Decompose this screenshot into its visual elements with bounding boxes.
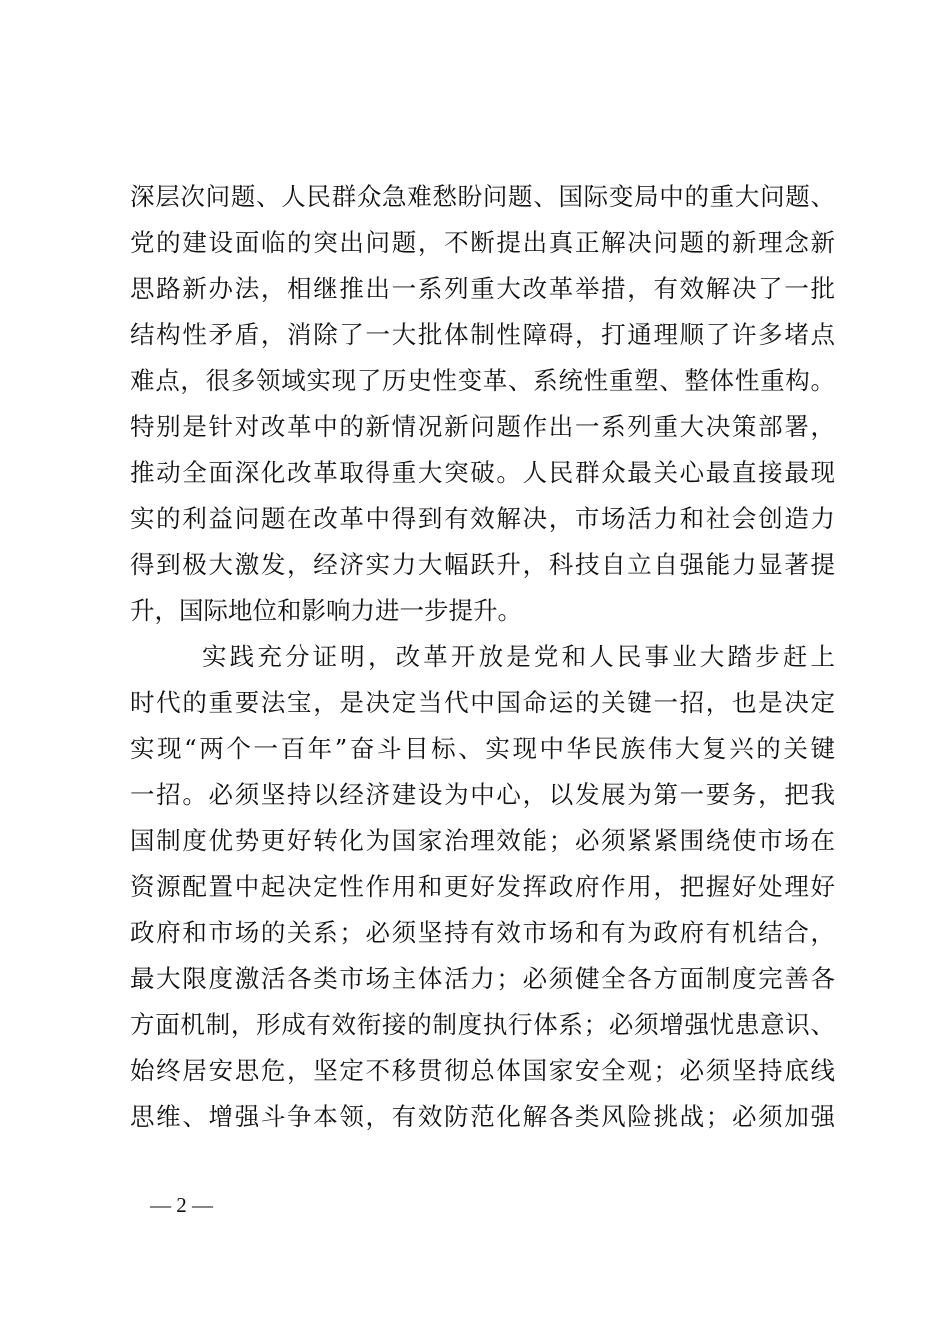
text-line: 政府和市场的关系；必须坚持有效市场和有为政府有机结合， (130, 918, 835, 947)
text-line: 资源配置中起决定性作用和更好发挥政府作用，把握好处理好 (130, 872, 835, 901)
text-line: 特别是针对改革中的新情况新问题作出一系列重大决策部署， (130, 412, 835, 441)
text-line: 深层次问题、人民群众急难愁盼问题、国际变局中的重大问题、 (130, 182, 835, 211)
paragraph-2 (130, 634, 835, 1140)
body-text (130, 174, 835, 1140)
text-line: 难点，很多领域实现了历史性变革、系统性重塑、整体性重构。 (130, 366, 835, 395)
text-line: 升，国际地位和影响力进一步提升。 (130, 596, 522, 625)
text-line: 时代的重要法宝，是决定当代中国命运的关键一招，也是决定 (130, 688, 835, 717)
text-line: 国制度优势更好转化为国家治理效能；必须紧紧围绕使市场在 (130, 826, 835, 855)
text-line: 思维、增强斗争本领，有效防范化解各类风险挑战；必须加强 (130, 1102, 835, 1131)
text-line: 思路新办法，相继推出一系列重大改革举措，有效解决了一批 (130, 274, 835, 303)
page-number: — 2 — (150, 1193, 213, 1217)
text-line: 始终居安思危，坚定不移贯彻总体国家安全观；必须坚持底线 (130, 1056, 835, 1085)
text-line: 最大限度激活各类市场主体活力；必须健全各方面制度完善各 (130, 964, 835, 993)
text-line: 党的建设面临的突出问题，不断提出真正解决问题的新理念新 (130, 228, 835, 257)
text-line: 方面机制，形成有效衔接的制度执行体系；必须增强忧患意识、 (130, 1010, 835, 1039)
text-line: 得到极大激发，经济实力大幅跃升，科技自立自强能力显著提 (130, 550, 835, 579)
text-line: 推动全面深化改革取得重大突破。人民群众最关心最直接最现 (130, 458, 835, 487)
text-line: 一招。必须坚持以经济建设为中心，以发展为第一要务，把我 (130, 780, 835, 809)
text-line: 结构性矛盾，消除了一大批体制性障碍，打通理顺了许多堵点 (130, 320, 835, 349)
paragraph-1 (130, 174, 835, 634)
text-line: 实践充分证明，改革开放是党和人民事业大踏步赶上 (202, 642, 835, 671)
text-line: 实的利益问题在改革中得到有效解决，市场活力和社会创造力 (130, 504, 835, 533)
text-line: 实现“两个一百年”奋斗目标、实现中华民族伟大复兴的关键 (130, 734, 835, 763)
